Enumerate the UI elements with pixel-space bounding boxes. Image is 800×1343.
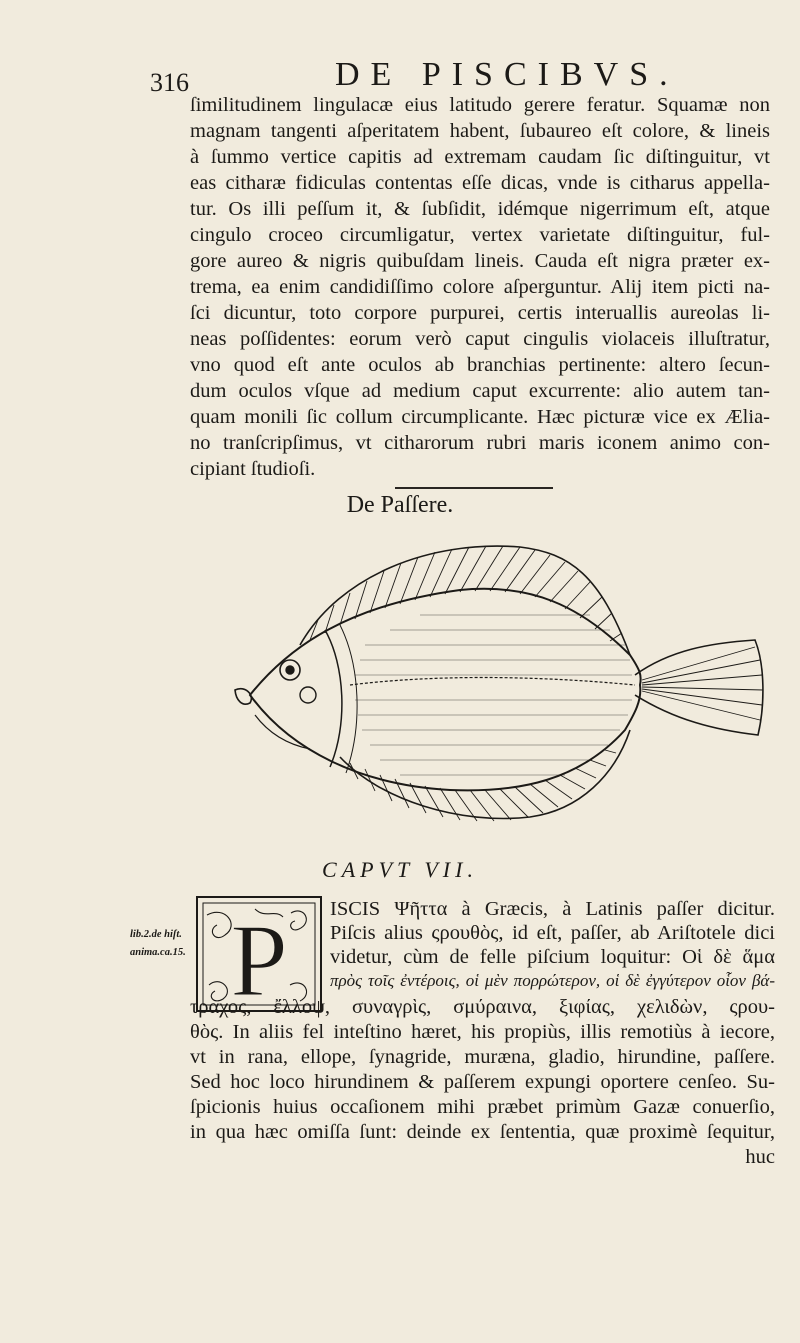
text-line: ſpicionis huius occaſionem mihi præbet primùm Gazæ conuerſio,	[190, 1096, 775, 1118]
text-line: ſci dicuntur, toto corpore purpurei, certis interuallis aureolas li-	[190, 302, 770, 324]
text-line: ISCIS Ψῆττα à Græcis, à Latinis paſſer dicitur.	[330, 898, 775, 920]
text-line: vno quod eſt ante oculos ab branchias pertinente: altero ſecun-	[190, 354, 770, 376]
text-line: neas poſſidentes: eorum verò caput cingulis violaceis illuſtratur,	[190, 328, 770, 350]
flatfish-woodcut-illustration	[230, 535, 770, 825]
text-line: Piſcis alius ςρουθὸς, id eſt, paſſer, ab Ariſtotele dici	[330, 922, 775, 944]
initial-letter: P	[230, 903, 288, 1013]
text-line: eas citharæ fidiculas contentas eſſe dicas, vnde is citharus appella-	[190, 172, 770, 194]
page-number: 316	[150, 68, 189, 97]
text-line: ſimilitudinem lingulacæ eius latitudo gerere feratur. Squamæ non	[190, 94, 770, 116]
text-line: trema, ea enim candidiſſimo colore aſperguntur. Alij item picti na-	[190, 276, 770, 298]
paragraph-citharus	[190, 92, 770, 482]
text-line: πρὸς τοῖς ἐντέροις, οἱ μὲν πορρώτερον, οἱ δὲ ἐγγύτερον οἷον βά-	[330, 971, 775, 990]
text-line: quam monili ſic collum circumplicante. Hæc picturæ vice ex Ælia-	[190, 406, 770, 428]
marginal-citation	[130, 926, 200, 962]
text-line: cipiant ſtudioſi.	[190, 458, 316, 480]
text-line: gore aureo & nigris quibuſdam lineis. Cauda eſt nigra præter ex-	[190, 250, 770, 272]
text-line: dum oculos vſque ad medium caput excurrente: alio autem tan-	[190, 380, 770, 402]
text-line: Sed hoc loco hirundinem & paſſerem expungi oportere cenſeo. Su-	[190, 1071, 775, 1093]
section-divider	[395, 487, 553, 489]
paragraph-passer-body	[190, 995, 775, 1170]
text-line: cingulo croceo circumligatur, vertex varietate diſtinguitur, ful-	[190, 224, 770, 246]
text-line: à ſummo vertice capitis ad extremam caudam ſic diſtinguitur, vt	[190, 146, 770, 168]
text-line: tur. Os illi peſſum it, & ſubſidit, idémque nigerrimum eſt, atque	[190, 198, 770, 220]
margin-line: lib.2.de hiſt.	[130, 929, 182, 940]
text-line: videtur, cùm de felle piſcium loquitur: Οἱ δὲ ἅμα	[330, 946, 775, 968]
text-line: in qua hæc omiſſa ſunt: deinde ex ſententia, quæ proximè ſequitur,	[190, 1121, 775, 1143]
chapter-heading: CAPVT VII.	[322, 857, 478, 882]
text-line: θὸς. In aliis fel inteſtino hæret, his propiùs, illis remotiùs à iecore,	[190, 1021, 775, 1043]
paragraph-passer-intro	[330, 897, 775, 993]
text-line: τραχος, ἔλλοψ, συναγρὶς, σμύραινα, ξιφίας, χελιδὼν, ςρου-	[190, 996, 775, 1018]
section-title: De Paſſere.	[346, 492, 454, 518]
running-title: DE PISCIBVS.	[335, 56, 679, 93]
catchword: huc	[745, 1146, 775, 1168]
text-line: magnam tangenti aſperitatem habent, ſubaureo eſt colore, & lineis	[190, 120, 770, 142]
text-line: no tranſcripſimus, vt citharorum rubri maris iconem animo con-	[190, 432, 770, 454]
text-line: vt in rana, ellope, ſynagride, muræna, gladio, hirundine, paſſere.	[190, 1046, 775, 1068]
margin-line: anima.ca.15.	[130, 947, 186, 958]
